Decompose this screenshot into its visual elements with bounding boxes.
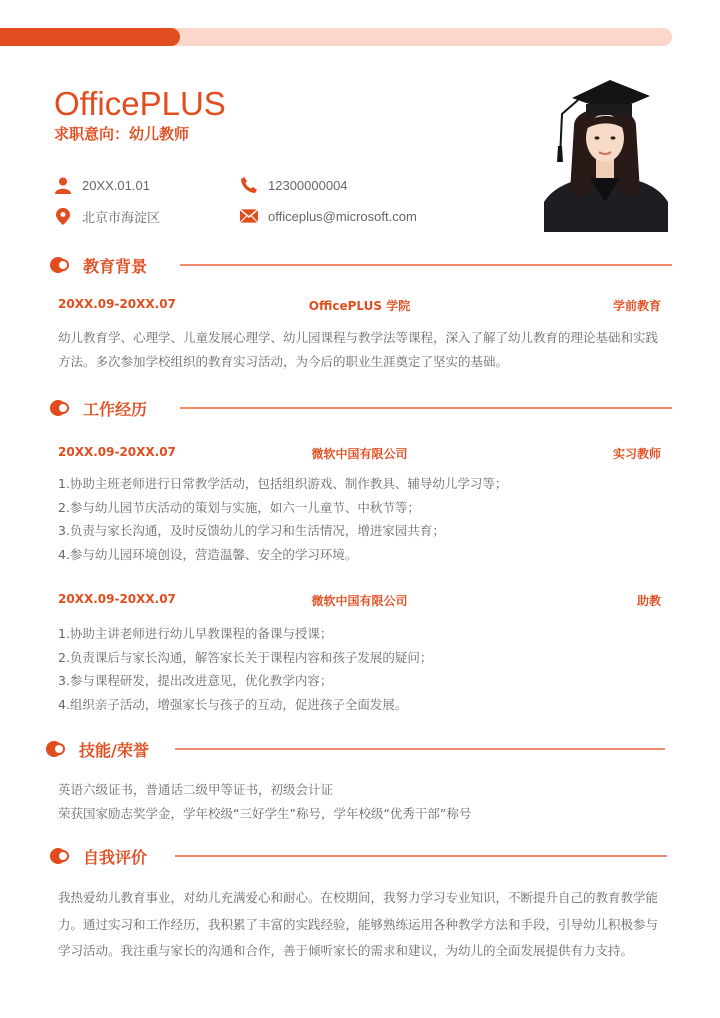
list-item: 4.参与幼儿园环境创设，营造温馨、安全的学习环境。	[58, 546, 358, 562]
section-title-education: 教育背景	[83, 256, 148, 276]
email-text: officeplus@microsoft.com	[268, 208, 417, 224]
birthday-text: 20XX.01.01	[82, 177, 150, 193]
list-item: 英语六级证书，普通话二级甲等证书，初级会计证	[58, 782, 334, 797]
contact-birthday	[54, 176, 150, 194]
self-eval-text: 我热爱幼儿教育事业，对幼儿充满爱心和耐心。在校期间，我努力学习专业知识，不断提升自己的教育教学能力。通过实习和工作经历，我积累了丰富的实践经验，能够熟练运用各种教学方法和手段，引导幼儿积极参与学习活动。我注重与家长的沟通和合作，善于倾听家长的需求和建议，为幼儿的全面发展提供有力支持。	[58, 890, 659, 958]
job-period: 20XX.09-20XX.07	[58, 445, 176, 459]
contact-location	[54, 207, 160, 226]
job-intent: 求职意向：幼儿教师	[54, 125, 190, 143]
location-text: 北京市海淀区	[82, 210, 161, 225]
section-divider	[180, 407, 672, 409]
envelope-icon	[240, 207, 258, 225]
phone-icon	[240, 176, 258, 194]
section-title-self-eval: 自我评价	[83, 847, 148, 867]
section-work-header	[50, 396, 147, 420]
section-divider	[175, 748, 665, 750]
section-title-skills: 技能/荣誉	[79, 740, 149, 760]
job-duties-list	[58, 472, 670, 566]
education-major: 学前教育	[612, 299, 661, 313]
job-role: 实习教师	[612, 447, 661, 461]
section-title-work: 工作经历	[83, 399, 148, 419]
top-decor-bar-accent	[0, 28, 180, 46]
candidate-name: OfficePLUS	[54, 85, 226, 122]
section-divider	[180, 264, 672, 266]
toggle-circle-icon	[50, 400, 72, 416]
contact-email	[240, 207, 417, 225]
section-self-eval-header	[50, 844, 147, 868]
list-item: 3.参与课程研发，提出改进意见，优化教学内容；	[58, 673, 333, 688]
list-item: 1.协助主班老师进行日常教学活动，包括组织游戏、制作教具、辅导幼儿学习等；	[58, 476, 508, 491]
section-skills-header	[46, 737, 149, 761]
toggle-circle-icon	[50, 848, 72, 864]
contact-phone	[240, 176, 348, 194]
job-period: 20XX.09-20XX.07	[58, 592, 176, 606]
job-company: 微软中国有限公司	[311, 594, 408, 608]
job-duties-list	[58, 622, 670, 716]
list-item: 2.负责课后与家长沟通，解答家长关于课程内容和孩子发展的疑问；	[58, 649, 433, 665]
list-item: 3.负责与家长沟通，及时反馈幼儿的学习和生活情况，增进家园共育；	[58, 523, 445, 538]
toggle-circle-icon	[46, 741, 68, 757]
section-divider	[175, 855, 667, 857]
job-company: 微软中国有限公司	[311, 447, 408, 461]
phone-text: 12300000004	[268, 177, 348, 193]
location-pin-icon	[54, 208, 72, 226]
education-period: 20XX.09-20XX.07	[58, 297, 176, 311]
job-role: 助教	[636, 594, 661, 608]
list-item: 荣获国家励志奖学金，学年校级“三好学生”称号，学年校级“优秀干部”称号	[58, 805, 472, 821]
profile-photo	[544, 74, 668, 232]
skills-list	[58, 778, 670, 825]
section-education-header	[50, 253, 147, 277]
list-item: 4.组织亲子活动，增强家长与孩子的互动，促进孩子全面发展。	[58, 696, 408, 712]
education-description: 幼儿教育学、心理学、儿童发展心理学、幼儿园课程与教学法等课程，深入了解了幼儿教育的理论基础和实践方法。多次参加学校组织的教育实习活动，为今后的职业生涯奠定了坚实的基础。	[58, 330, 659, 369]
education-school: OfficePLUS 学院	[308, 299, 411, 313]
toggle-circle-icon	[50, 257, 72, 273]
person-icon	[54, 176, 72, 194]
list-item: 1.协助主讲老师进行幼儿早教课程的备课与授课；	[58, 626, 333, 641]
list-item: 2.参与幼儿园节庆活动的策划与实施，如六一儿童节、中秋节等；	[58, 499, 420, 515]
